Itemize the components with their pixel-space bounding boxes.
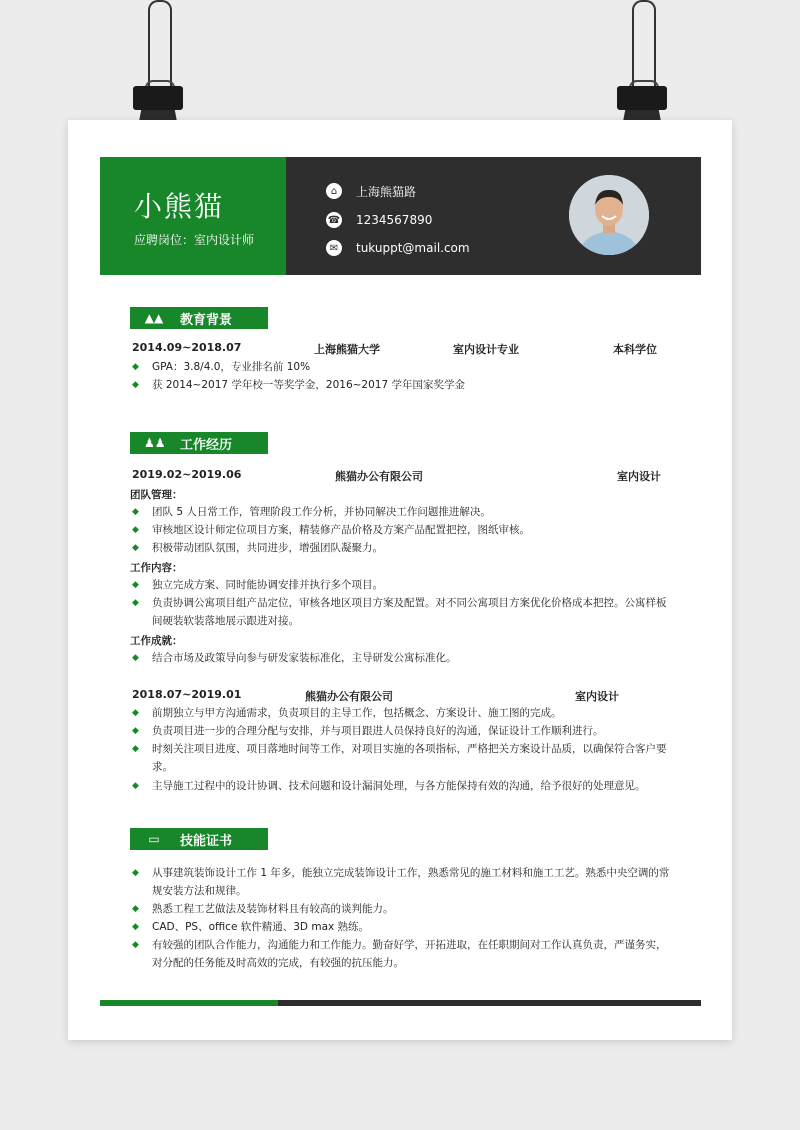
certificate-icon: ▭ [148, 832, 160, 846]
list-item: ◆ 结合市场及政策导向参与研发家装标准化，主导研发公寓标准化。 [130, 649, 670, 667]
list-item: ◆ 获 2014~2017 学年校一等奖学金，2016~2017 学年国家奖学金 [130, 376, 670, 394]
graduation-icon: ▲▲ [144, 311, 164, 325]
header-contact-panel [286, 157, 701, 275]
phone-icon: ☎ [326, 212, 342, 228]
job-target: 应聘岗位：室内设计师 [134, 233, 255, 247]
edu-period: 2014.09~2018.07 [132, 341, 242, 354]
header-name-panel [100, 157, 286, 275]
job1-company: 熊猫办公有限公司 [335, 470, 423, 483]
edu-major: 室内设计专业 [453, 343, 519, 356]
list-item: ◆ 审核地区设计师定位项目方案，精装修产品价格及方案产品配置把控，图纸审核。 [130, 521, 670, 539]
people-icon: ♟♟ [144, 436, 166, 450]
list-item: ◆ 时刻关注项目进度、项目落地时间等工作，对项目实施的各项指标，严格把关方案设计品质，以确保符合客户要求。 [130, 740, 670, 776]
contact-phone: ☎ 1234567890 [327, 213, 433, 227]
job2-company: 熊猫办公有限公司 [305, 690, 393, 703]
contact-address: ⌂ 上海熊猫路 [326, 181, 416, 201]
list-item: ◆ 积极带动团队氛围，共同进步，增强团队凝聚力。 [130, 539, 670, 557]
job1-label-team: 团队管理： [130, 489, 183, 501]
job1-position: 室内设计 [617, 470, 661, 483]
list-item: ◆ 团队 5 人日常工作，管理阶段工作分析，并协同解决工作问题推进解决。 [130, 503, 670, 521]
section-work-header: ♟♟ 工作经历 [130, 432, 268, 454]
job1-period: 2019.02~2019.06 [132, 468, 242, 481]
list-item: ◆ 从事建筑装饰设计工作 1 年多，能独立完成装饰设计工作，熟悉常见的施工材料和施工工艺。熟悉中央空调的常规安装方法和规律。 [130, 864, 670, 900]
list-item: ◆ 独立完成方案、同时能协调安排并执行多个项目。 [130, 576, 670, 594]
footer-bar-dark [278, 1000, 701, 1006]
list-item: ◆ 负责协调公寓项目组产品定位，审核各地区项目方案及配置。对不同公寓项目方案优化价格成本把控。公寓样板间硬装软装落地展示跟进对接。 [130, 594, 670, 630]
avatar-photo [569, 175, 649, 255]
job1-label-content: 工作内容： [130, 562, 183, 574]
section-education-header: ▲▲ 教育背景 [130, 307, 268, 329]
list-item: ◆ 有较强的团队合作能力，沟通能力和工作能力。勤奋好学，开拓进取，在任职期间对工作认真负责，严谨务实，对分配的任务能及时高效的完成，有较强的抗压能力。 [130, 936, 670, 972]
location-icon: ⌂ [326, 183, 342, 199]
edu-school: 上海熊猫大学 [314, 343, 380, 356]
list-item: ◆ 主导施工过程中的设计协调、技术问题和设计漏洞处理，与各方能保持有效的沟通，给予很好的处理意见。 [130, 777, 670, 795]
footer-bar-green [100, 1000, 278, 1006]
list-item: ◆ 前期独立与甲方沟通需求，负责项目的主导工作，包括概念、方案设计、施工图的完成。 [130, 704, 670, 722]
list-item: ◆ CAD、PS、office 软件精通、3D max 熟练。 [130, 918, 670, 936]
list-item: ◆ 熟悉工程工艺做法及装饰材料且有较高的谈判能力。 [130, 900, 670, 918]
mail-icon: ✉ [326, 240, 342, 256]
job1-label-achievement: 工作成就： [130, 635, 183, 647]
candidate-name: 小熊猫 [134, 190, 225, 223]
edu-degree: 本科学位 [613, 343, 657, 356]
job2-period: 2018.07~2019.01 [132, 688, 242, 701]
section-skills-header: ▭ 技能证书 [130, 828, 268, 850]
job2-position: 室内设计 [575, 690, 619, 703]
list-item: ◆ 负责项目进一步的合理分配与安排，并与项目跟进人员保持良好的沟通，保证设计工作顺利进行。 [130, 722, 670, 740]
contact-email: ✉ tukuppt@mail.com [326, 238, 470, 258]
list-item: ◆ GPA：3.8/4.0，专业排名前 10% [130, 358, 670, 376]
